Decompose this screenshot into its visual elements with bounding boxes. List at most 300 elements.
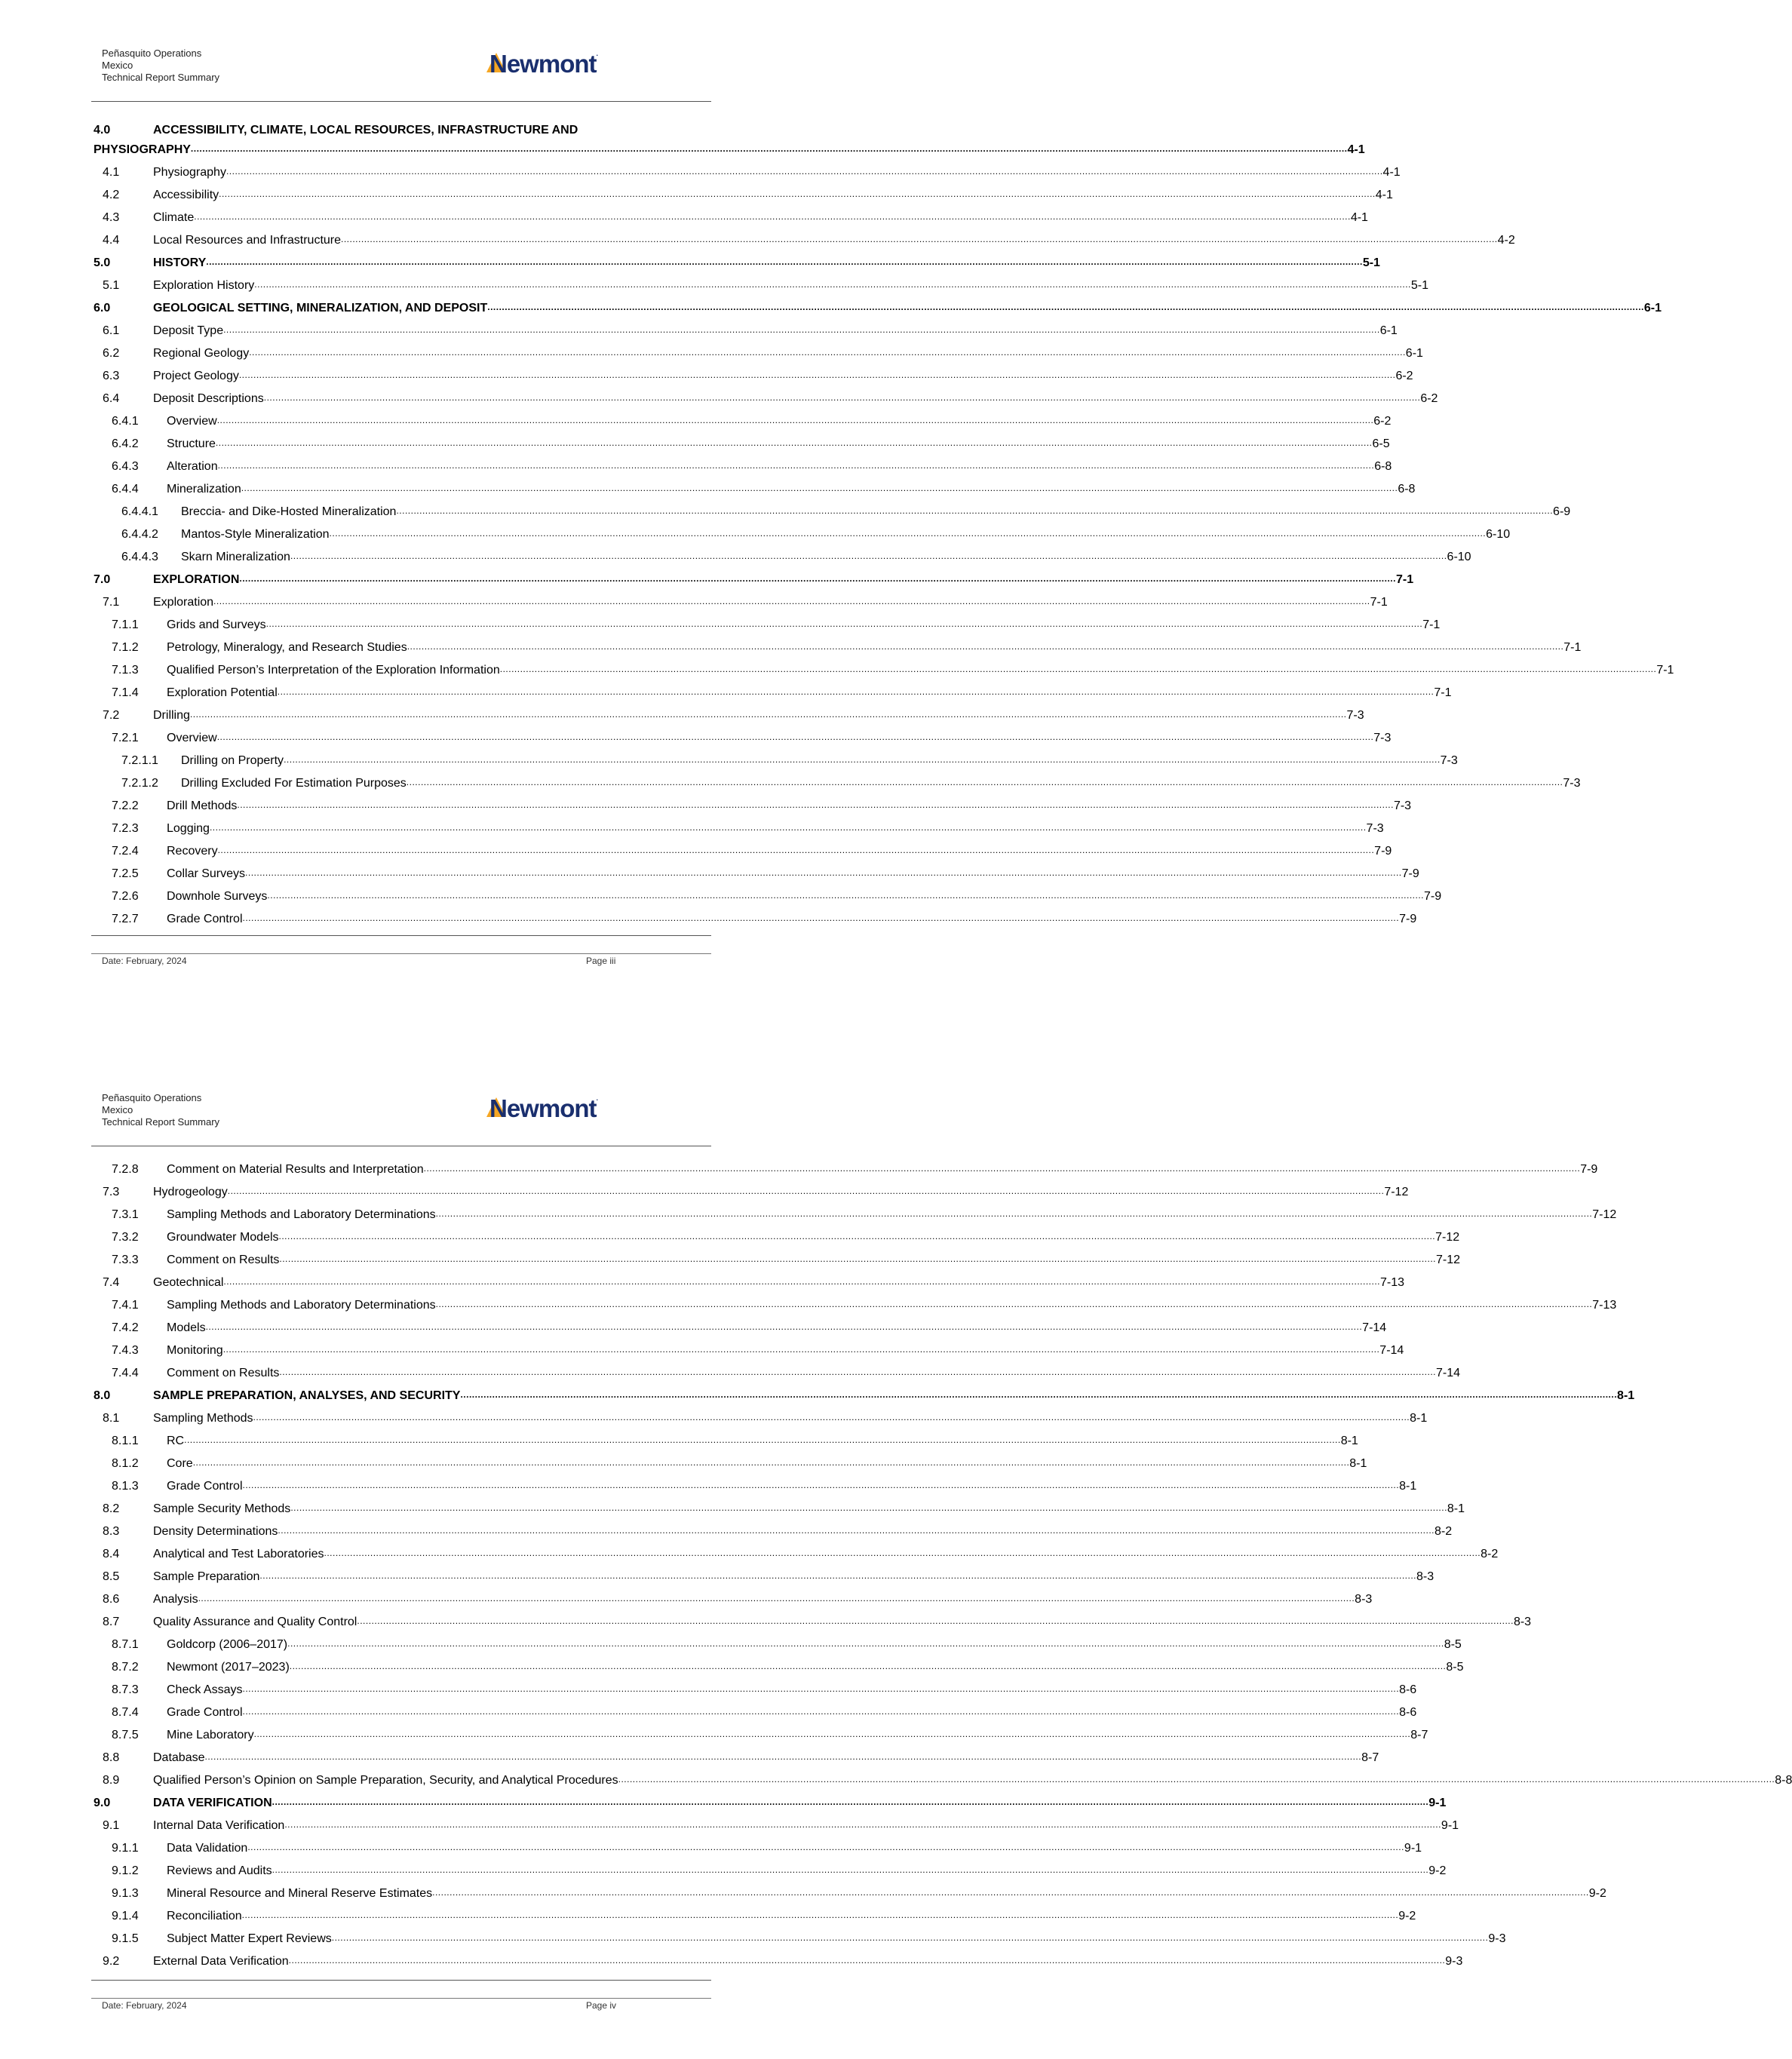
toc-entry[interactable]	[94, 384, 1438, 407]
toc-entry-number: 9.2	[103, 1955, 120, 1968]
toc-entry-number: 8.1.3	[112, 1480, 139, 1493]
toc-entry[interactable]	[94, 1630, 1462, 1652]
toc-entry-title: Collar Surveys	[167, 867, 246, 880]
toc-leader-dots: ................................................................................................................................................................................................................................................................................................................................................................................................................	[190, 143, 1348, 154]
toc-leader-dots: ................................................................................................................................................................................................................................................................................................................................................................................................................	[277, 686, 1435, 697]
toc-entry[interactable]	[94, 1290, 1617, 1313]
toc-entry-title: Mineral Resource and Mineral Reserve Estimates	[167, 1887, 433, 1900]
toc-entry-page: 7-9	[1401, 867, 1419, 880]
footer-divider	[91, 1980, 711, 1981]
toc-entry-title: Qualified Person’s Interpretation of the Exploration Information	[167, 664, 500, 677]
toc-entry-title: Grade Control	[167, 1706, 243, 1719]
toc-entry-title: Climate	[153, 211, 195, 224]
toc-entry-number: 8.5	[103, 1570, 120, 1583]
toc-entry-number: 4.3	[103, 211, 120, 224]
toc-entry-page: 8-6	[1399, 1706, 1417, 1719]
footer-page-number: Page iv	[586, 2000, 617, 2011]
toc-entry[interactable]	[94, 1539, 1499, 1562]
toc-entry-title: SAMPLE PREPARATION, ANALYSES, AND SECURITY	[153, 1389, 461, 1402]
toc-entry[interactable]	[94, 814, 1384, 836]
toc-entry-page: 6-10	[1447, 551, 1471, 563]
toc-entry[interactable]	[94, 452, 1392, 474]
toc-entry[interactable]	[94, 1449, 1367, 1471]
toc-entry-number: 8.0	[94, 1389, 111, 1402]
toc-entry[interactable]	[94, 1743, 1379, 1766]
toc-entry-title: EXPLORATION	[153, 573, 240, 586]
header-report-type: Technical Report Summary	[102, 1116, 220, 1128]
page-header-text	[102, 48, 219, 84]
toc-entry-title: Alteration	[167, 460, 218, 473]
toc-leader-dots: ................................................................................................................................................................................................................................................................................................................................................................................................................	[249, 347, 1406, 357]
toc-entry-number: 7.1.2	[112, 641, 139, 654]
toc-entry[interactable]	[94, 226, 1515, 248]
toc-entry-title: Subject Matter Expert Reviews	[167, 1932, 332, 1945]
toc-entry-title: Grade Control	[167, 913, 243, 925]
toc-entry[interactable]	[94, 1924, 1506, 1947]
toc-leader-dots: ................................................................................................................................................................................................................................................................................................................................................................................................................	[205, 1321, 1363, 1332]
toc-entry[interactable]	[94, 1358, 1461, 1381]
toc-entry-title: Regional Geology	[153, 347, 250, 360]
toc-entry-title: Reconciliation	[167, 1910, 242, 1922]
toc-leader-dots: ................................................................................................................................................................................................................................................................................................................................................................................................................	[222, 1344, 1380, 1355]
toc-entry[interactable]	[94, 1177, 1409, 1200]
toc-entry[interactable]	[94, 655, 1674, 678]
toc-entry[interactable]	[94, 678, 1452, 701]
toc-entry[interactable]	[94, 1494, 1465, 1517]
toc-entry[interactable]	[94, 520, 1511, 542]
toc-entry-page: 8-1	[1617, 1389, 1635, 1402]
toc-entry-page: 7-1	[1370, 596, 1388, 609]
toc-entry[interactable]	[94, 1585, 1373, 1607]
logo-trademark-dot: .	[596, 50, 599, 57]
toc-leader-dots: ................................................................................................................................................................................................................................................................................................................................................................................................................	[219, 189, 1376, 199]
toc-entry-page: 8-8	[1775, 1774, 1792, 1787]
toc-entry-page: 7-3	[1366, 822, 1384, 835]
toc-entry-title: Qualified Person’s Opinion on Sample Preparation, Security, and Analytical Procedures	[153, 1774, 618, 1787]
toc-entry[interactable]	[94, 316, 1398, 339]
toc-entry-title: Data Validation	[167, 1842, 248, 1855]
toc-entry-title: Models	[167, 1321, 206, 1334]
toc-entry-number: 7.2.4	[112, 845, 139, 858]
toc-leader-dots: ................................................................................................................................................................................................................................................................................................................................................................................................................	[287, 1638, 1444, 1649]
toc-entry[interactable]	[94, 769, 1581, 791]
toc-entry-number: 7.3.1	[112, 1208, 139, 1221]
toc-entry-number: 9.1.3	[112, 1887, 139, 1900]
toc-entry[interactable]	[94, 1404, 1428, 1426]
toc-entry-title: Overview	[167, 732, 217, 744]
toc-leader-dots: ................................................................................................................................................................................................................................................................................................................................................................................................................	[284, 1819, 1441, 1830]
toc-entry-page: 8-3	[1416, 1570, 1435, 1583]
toc-entry[interactable]	[94, 1471, 1417, 1494]
toc-leader-dots: ................................................................................................................................................................................................................................................................................................................................................................................................................	[432, 1887, 1589, 1898]
toc-entry[interactable]	[94, 1766, 1792, 1788]
toc-entry[interactable]	[94, 633, 1582, 655]
toc-entry-page: 7-3	[1346, 709, 1364, 722]
toc-entry-page: 7-1	[1422, 618, 1441, 631]
toc-entry[interactable]	[94, 180, 1393, 203]
toc-entry-page: 6-1	[1643, 302, 1662, 315]
toc-leader-dots: ................................................................................................................................................................................................................................................................................................................................................................................................................	[227, 1186, 1385, 1196]
toc-entry[interactable]	[94, 203, 1368, 226]
toc-leader-dots: ................................................................................................................................................................................................................................................................................................................................................................................................................	[618, 1774, 1775, 1784]
toc-entry-page: 4-1	[1375, 189, 1393, 201]
toc-entry-page: 8-5	[1446, 1661, 1464, 1674]
toc-entry[interactable]	[94, 1720, 1428, 1743]
newmont-logo	[486, 50, 630, 80]
toc-entry-number: 7.2.1.1	[121, 754, 158, 767]
toc-entry-number: 8.6	[103, 1593, 120, 1606]
toc-leader-dots: ................................................................................................................................................................................................................................................................................................................................................................................................................	[279, 1254, 1436, 1264]
toc-entry[interactable]	[94, 791, 1412, 814]
toc-leader-dots: ................................................................................................................................................................................................................................................................................................................................................................................................................	[435, 1299, 1593, 1309]
toc-entry-number: 7.4.3	[112, 1344, 139, 1357]
toc-entry[interactable]	[94, 1652, 1464, 1675]
toc-leader-dots: ................................................................................................................................................................................................................................................................................................................................................................................................................	[279, 1367, 1436, 1377]
toc-entry[interactable]	[94, 1381, 1635, 1404]
toc-entry[interactable]	[94, 158, 1401, 180]
toc-entry[interactable]	[94, 361, 1413, 384]
toc-leader-dots: ................................................................................................................................................................................................................................................................................................................................................................................................................	[329, 528, 1487, 539]
toc-leader-dots: ................................................................................................................................................................................................................................................................................................................................................................................................................	[223, 1276, 1380, 1287]
toc-entry-number: 8.3	[103, 1525, 120, 1538]
toc-entry-title: Sampling Methods	[153, 1412, 253, 1425]
toc-entry-page: 7-12	[1435, 1254, 1461, 1266]
toc-entry[interactable]	[94, 474, 1416, 497]
document-page-iv	[0, 1045, 1792, 2059]
toc-entry-title: Exploration History	[153, 279, 255, 292]
toc-entry[interactable]	[94, 1607, 1532, 1630]
toc-entry[interactable]	[94, 1268, 1405, 1290]
toc-entry-number: 6.2	[103, 347, 120, 360]
toc-entry[interactable]	[94, 1245, 1461, 1268]
toc-leader-dots: ................................................................................................................................................................................................................................................................................................................................................................................................................	[213, 596, 1370, 606]
toc-entry[interactable]	[94, 1811, 1459, 1833]
toc-entry-page: 4-2	[1497, 234, 1515, 247]
toc-entry[interactable]	[94, 859, 1419, 882]
toc-entry-page: 7-12	[1592, 1208, 1617, 1221]
toc-entry-number: 4.1	[103, 166, 120, 179]
toc-entry-page: 7-14	[1362, 1321, 1387, 1334]
toc-leader-dots: ................................................................................................................................................................................................................................................................................................................................................................................................................	[241, 1910, 1399, 1920]
toc-leader-dots: ................................................................................................................................................................................................................................................................................................................................................................................................................	[204, 1751, 1362, 1762]
toc-leader-dots: ................................................................................................................................................................................................................................................................................................................................................................................................................	[189, 709, 1347, 720]
toc-entry-title: Accessibility	[153, 189, 219, 201]
toc-leader-dots: ................................................................................................................................................................................................................................................................................................................................................................................................................	[237, 799, 1394, 810]
toc-entry-page: 6-10	[1486, 528, 1511, 541]
toc-entry[interactable]	[94, 1336, 1404, 1358]
toc-leader-dots: ................................................................................................................................................................................................................................................................................................................................................................................................................	[245, 867, 1402, 878]
toc-leader-dots: ................................................................................................................................................................................................................................................................................................................................................................................................................	[184, 1435, 1341, 1445]
toc-entry-number: 7.2.5	[112, 867, 139, 880]
toc-entry-number: 5.1	[103, 279, 120, 292]
toc-entry-title: Density Determinations	[153, 1525, 278, 1538]
toc-leader-dots: ................................................................................................................................................................................................................................................................................................................................................................................................................	[406, 777, 1563, 787]
toc-entry-page: 8-1	[1340, 1435, 1358, 1447]
toc-entry-page: 6-2	[1420, 392, 1438, 405]
toc-entry-number: 6.4.4	[112, 483, 139, 496]
toc-entry-page: 8-2	[1481, 1548, 1499, 1560]
toc-entry-number: 8.7.2	[112, 1661, 139, 1674]
toc-entry[interactable]	[94, 723, 1392, 746]
page-header-text	[102, 1092, 219, 1128]
toc-entry-number: 8.9	[103, 1774, 120, 1787]
toc-entry-page: 7-14	[1435, 1367, 1461, 1379]
toc-entry-title: RC	[167, 1435, 185, 1447]
toc-entry-title: Geotechnical	[153, 1276, 224, 1289]
toc-leader-dots: ................................................................................................................................................................................................................................................................................................................................................................................................................	[435, 1208, 1593, 1219]
toc-entry[interactable]	[94, 1200, 1617, 1223]
header-country: Mexico	[102, 60, 133, 71]
toc-leader-dots: ................................................................................................................................................................................................................................................................................................................................................................................................................	[242, 913, 1400, 923]
toc-entry[interactable]	[94, 407, 1392, 429]
toc-leader-dots: ................................................................................................................................................................................................................................................................................................................................................................................................................	[289, 1661, 1447, 1671]
toc-entry-page: 7-3	[1563, 777, 1581, 790]
toc-leader-dots: ................................................................................................................................................................................................................................................................................................................................................................................................................	[263, 392, 1421, 403]
toc-entry[interactable]	[94, 1675, 1417, 1698]
toc-entry-number: 7.1.1	[112, 618, 139, 631]
toc-leader-dots: ................................................................................................................................................................................................................................................................................................................................................................................................................	[242, 1480, 1400, 1490]
toc-entry[interactable]	[94, 588, 1388, 610]
toc-entry[interactable]	[94, 248, 1380, 271]
toc-entry[interactable]	[94, 1426, 1358, 1449]
toc-entry-page: 7-12	[1435, 1231, 1460, 1244]
toc-entry-number: 7.2.7	[112, 913, 139, 925]
toc-leader-dots: ................................................................................................................................................................................................................................................................................................................................................................................................................	[216, 415, 1374, 425]
newmont-logo-wordmark	[489, 50, 598, 78]
toc-entry-title: External Data Verification	[153, 1955, 289, 1968]
toc-entry-page: 7-12	[1384, 1186, 1409, 1198]
toc-entry-number: 8.7.4	[112, 1706, 139, 1719]
toc-leader-dots: ................................................................................................................................................................................................................................................................................................................................................................................................................	[407, 641, 1564, 652]
toc-entry-number: 4.4	[103, 234, 120, 247]
toc-entry-number: 4.0	[94, 124, 111, 137]
toc-entry-number: 7.2.6	[112, 890, 139, 903]
toc-entry[interactable]	[94, 1223, 1460, 1245]
toc-leader-dots: ................................................................................................................................................................................................................................................................................................................................................................................................................	[396, 505, 1554, 516]
toc-leader-dots: ................................................................................................................................................................................................................................................................................................................................................................................................................	[194, 211, 1351, 222]
toc-entry-number: 8.8	[103, 1751, 120, 1764]
toc-leader-dots: ................................................................................................................................................................................................................................................................................................................................................................................................................	[209, 822, 1367, 833]
toc-entry-page: 6-9	[1553, 505, 1571, 518]
toc-entry[interactable]	[94, 1879, 1606, 1901]
toc-entry-title: Logging	[167, 822, 210, 835]
toc-leader-dots: ................................................................................................................................................................................................................................................................................................................................................................................................................	[499, 664, 1657, 674]
newmont-logo	[486, 1094, 630, 1125]
logo-wordmark-text: Newmont	[489, 50, 597, 78]
toc-entry-page: 7-1	[1563, 641, 1582, 654]
toc-entry-continuation	[94, 138, 1365, 158]
toc-entry[interactable]	[94, 701, 1364, 723]
toc-leader-dots: ................................................................................................................................................................................................................................................................................................................................................................................................................	[254, 279, 1411, 290]
toc-entry-title: Downhole Surveys	[167, 890, 268, 903]
header-operation: Peñasquito Operations	[102, 48, 202, 59]
toc-entry[interactable]	[94, 339, 1423, 361]
newmont-logo-wordmark	[489, 1094, 598, 1123]
toc-leader-dots: ................................................................................................................................................................................................................................................................................................................................................................................................................	[238, 370, 1396, 380]
toc-entry-title: Database	[153, 1751, 205, 1764]
toc-entry[interactable]	[94, 610, 1441, 633]
toc-leader-dots: ................................................................................................................................................................................................................................................................................................................................................................................................................	[253, 1412, 1410, 1422]
toc-entry-title: Mantos-Style Mineralization	[181, 528, 330, 541]
footer-date: Date: February, 2024	[102, 956, 187, 966]
toc-entry-number: 6.4	[103, 392, 120, 405]
footer-divider	[91, 935, 711, 936]
toc-leader-dots: ................................................................................................................................................................................................................................................................................................................................................................................................................	[239, 573, 1396, 584]
toc-entry-title: Sample Security Methods	[153, 1502, 291, 1515]
toc-entry-title: Deposit Descriptions	[153, 392, 264, 405]
toc-entry-title: Grids and Surveys	[167, 618, 266, 631]
toc-entry-title: Project Geology	[153, 370, 239, 382]
toc-leader-dots: ................................................................................................................................................................................................................................................................................................................................................................................................................	[226, 166, 1383, 176]
toc-entry-title: Physiography	[153, 166, 226, 179]
toc-entry-title: Structure	[167, 437, 216, 450]
toc-leader-dots: ................................................................................................................................................................................................................................................................................................................................................................................................................	[267, 890, 1424, 901]
toc-entry-page: 4-1	[1347, 143, 1365, 156]
toc-entry[interactable]	[94, 1698, 1417, 1720]
toc-entry-page: 4-1	[1350, 211, 1368, 224]
toc-entry-page: 7-9	[1399, 913, 1417, 925]
toc-leader-dots: ................................................................................................................................................................................................................................................................................................................................................................................................................	[423, 1163, 1581, 1174]
footer-page-number: Page iii	[586, 956, 616, 966]
toc-entry[interactable]	[94, 1788, 1447, 1811]
toc-entry-number: 5.0	[94, 256, 111, 269]
toc-entry-number: 8.7.5	[112, 1729, 139, 1741]
toc-leader-dots: ................................................................................................................................................................................................................................................................................................................................................................................................................	[284, 754, 1441, 765]
toc-entry-title: Groundwater Models	[167, 1231, 279, 1244]
toc-entry-number: 9.1.2	[112, 1864, 139, 1877]
toc-leader-dots: ................................................................................................................................................................................................................................................................................................................................................................................................................	[290, 1502, 1447, 1513]
toc-entry[interactable]	[94, 271, 1428, 293]
toc-entry-page: 6-8	[1398, 483, 1416, 496]
toc-entry-page: 8-1	[1447, 1502, 1465, 1515]
toc-entry-page: 7-14	[1379, 1344, 1404, 1357]
toc-entry[interactable]	[94, 1517, 1453, 1539]
toc-entry[interactable]	[94, 1562, 1435, 1585]
toc-entry-title: Overview	[167, 415, 217, 428]
toc-entry-title: Local Resources and Infrastructure	[153, 234, 342, 247]
toc-entry-number: 7.4.1	[112, 1299, 139, 1312]
toc-entry[interactable]	[94, 497, 1571, 520]
toc-entry-page: 8-1	[1399, 1480, 1417, 1493]
toc-entry-number: 6.4.3	[112, 460, 139, 473]
toc-entry[interactable]	[94, 293, 1662, 316]
toc-entry-title: Drilling	[153, 709, 190, 722]
toc-entry-number: 7.2.3	[112, 822, 139, 835]
toc-entry-title: Sample Preparation	[153, 1570, 260, 1583]
toc-entry-number: 7.2.1.2	[121, 777, 158, 790]
toc-entry-page: 7-3	[1393, 799, 1412, 812]
toc-entry-number: 6.4.4.2	[121, 528, 158, 541]
toc-entry-title: Newmont (2017–2023)	[167, 1661, 290, 1674]
toc-entry[interactable]	[94, 542, 1471, 565]
toc-leader-dots: ................................................................................................................................................................................................................................................................................................................................................................................................................	[217, 460, 1375, 471]
toc-entry[interactable]	[94, 1313, 1387, 1336]
toc-entry-title: Comment on Material Results and Interpretation	[167, 1163, 424, 1176]
toc-entry-number: 7.3	[103, 1186, 120, 1198]
toc-entry-page: 6-8	[1374, 460, 1392, 473]
toc-entry[interactable]	[94, 1155, 1598, 1177]
toc-entry-page: 5-1	[1362, 256, 1380, 269]
toc-entry-number: 8.4	[103, 1548, 120, 1560]
toc-entry-page: 8-6	[1399, 1683, 1417, 1696]
footer-date: Date: February, 2024	[102, 2000, 187, 2011]
toc-entry-page: 9-2	[1588, 1887, 1606, 1900]
toc-entry-title: Skarn Mineralization	[181, 551, 290, 563]
toc-entry[interactable]	[94, 1947, 1463, 1969]
toc-entry-title: Drill Methods	[167, 799, 238, 812]
toc-entry-number: 8.1.1	[112, 1435, 139, 1447]
toc-entry-number: 7.3.2	[112, 1231, 139, 1244]
toc-entry-number: 8.7	[103, 1616, 120, 1628]
toc-entry-page: 6-2	[1373, 415, 1392, 428]
toc-leader-dots: ................................................................................................................................................................................................................................................................................................................................................................................................................	[324, 1548, 1481, 1558]
toc-entry-page: 9-2	[1428, 1864, 1447, 1877]
toc-entry[interactable]	[94, 1901, 1416, 1924]
toc-entry-number: 7.3.3	[112, 1254, 139, 1266]
toc-entry-page: 8-7	[1361, 1751, 1379, 1764]
toc-entry[interactable]	[94, 565, 1414, 588]
toc-entry-title: Sampling Methods and Laboratory Determinations	[167, 1299, 436, 1312]
toc-leader-dots: ................................................................................................................................................................................................................................................................................................................................................................................................................	[198, 1593, 1355, 1603]
toc-leader-dots: ................................................................................................................................................................................................................................................................................................................................................................................................................	[259, 1570, 1417, 1581]
toc-entry-title: Comment on Results	[167, 1367, 280, 1379]
toc-entry-number: 7.1	[103, 596, 120, 609]
toc-entry[interactable]	[94, 904, 1417, 927]
toc-entry-page: 8-5	[1444, 1638, 1462, 1651]
toc-entry-page: 8-2	[1435, 1525, 1453, 1538]
toc-entry-page: 4-1	[1382, 166, 1401, 179]
toc-entry-page: 7-1	[1434, 686, 1452, 699]
toc-entry-title: DATA VERIFICATION	[153, 1797, 272, 1809]
toc-entry-number: 9.1	[103, 1819, 120, 1832]
toc-entry[interactable]	[94, 836, 1392, 859]
logo-trademark-dot: .	[596, 1094, 599, 1102]
toc-leader-dots: ................................................................................................................................................................................................................................................................................................................................................................................................................	[331, 1932, 1489, 1943]
toc-entry-number: 9.0	[94, 1797, 111, 1809]
toc-entry[interactable]	[94, 429, 1390, 452]
logo-wordmark-text: Newmont	[489, 1094, 597, 1122]
toc-entry-number: 8.1	[103, 1412, 120, 1425]
toc-entry[interactable]	[94, 882, 1442, 904]
toc-entry-page: 6-2	[1395, 370, 1413, 382]
toc-entry-title: Core	[167, 1457, 193, 1470]
toc-entry[interactable]	[94, 120, 710, 138]
toc-entry-number: 6.4.2	[112, 437, 139, 450]
toc-leader-dots: ................................................................................................................................................................................................................................................................................................................................................................................................................	[341, 234, 1498, 244]
header-country: Mexico	[102, 1104, 133, 1115]
toc-entry[interactable]	[94, 746, 1458, 769]
toc-entry-title: Analytical and Test Laboratories	[153, 1548, 324, 1560]
toc-entry[interactable]	[94, 1833, 1422, 1856]
toc-entry-title: Quality Assurance and Quality Control	[153, 1616, 357, 1628]
toc-leader-dots: ................................................................................................................................................................................................................................................................................................................................................................................................................	[223, 324, 1380, 335]
toc-entry-number: 7.1.3	[112, 664, 139, 677]
toc-entry-number: 7.2	[103, 709, 120, 722]
toc-entry-page: 7-1	[1395, 573, 1414, 586]
toc-leader-dots: ................................................................................................................................................................................................................................................................................................................................................................................................................	[241, 483, 1398, 493]
toc-entry[interactable]	[94, 1856, 1447, 1879]
toc-entry-title: Grade Control	[167, 1480, 243, 1493]
toc-entry-page: 8-1	[1410, 1412, 1428, 1425]
toc-entry-page: 6-5	[1372, 437, 1390, 450]
toc-entry-number: 6.1	[103, 324, 120, 337]
toc-entry-page: 8-1	[1349, 1457, 1367, 1470]
toc-entry-title: Breccia- and Dike-Hosted Mineralization	[181, 505, 397, 518]
toc-entry-page: 7-1	[1656, 664, 1674, 677]
toc-entry-number: 8.7.3	[112, 1683, 139, 1696]
toc-entry-number: 7.0	[94, 573, 111, 586]
toc-entry-number: 6.4.1	[112, 415, 139, 428]
